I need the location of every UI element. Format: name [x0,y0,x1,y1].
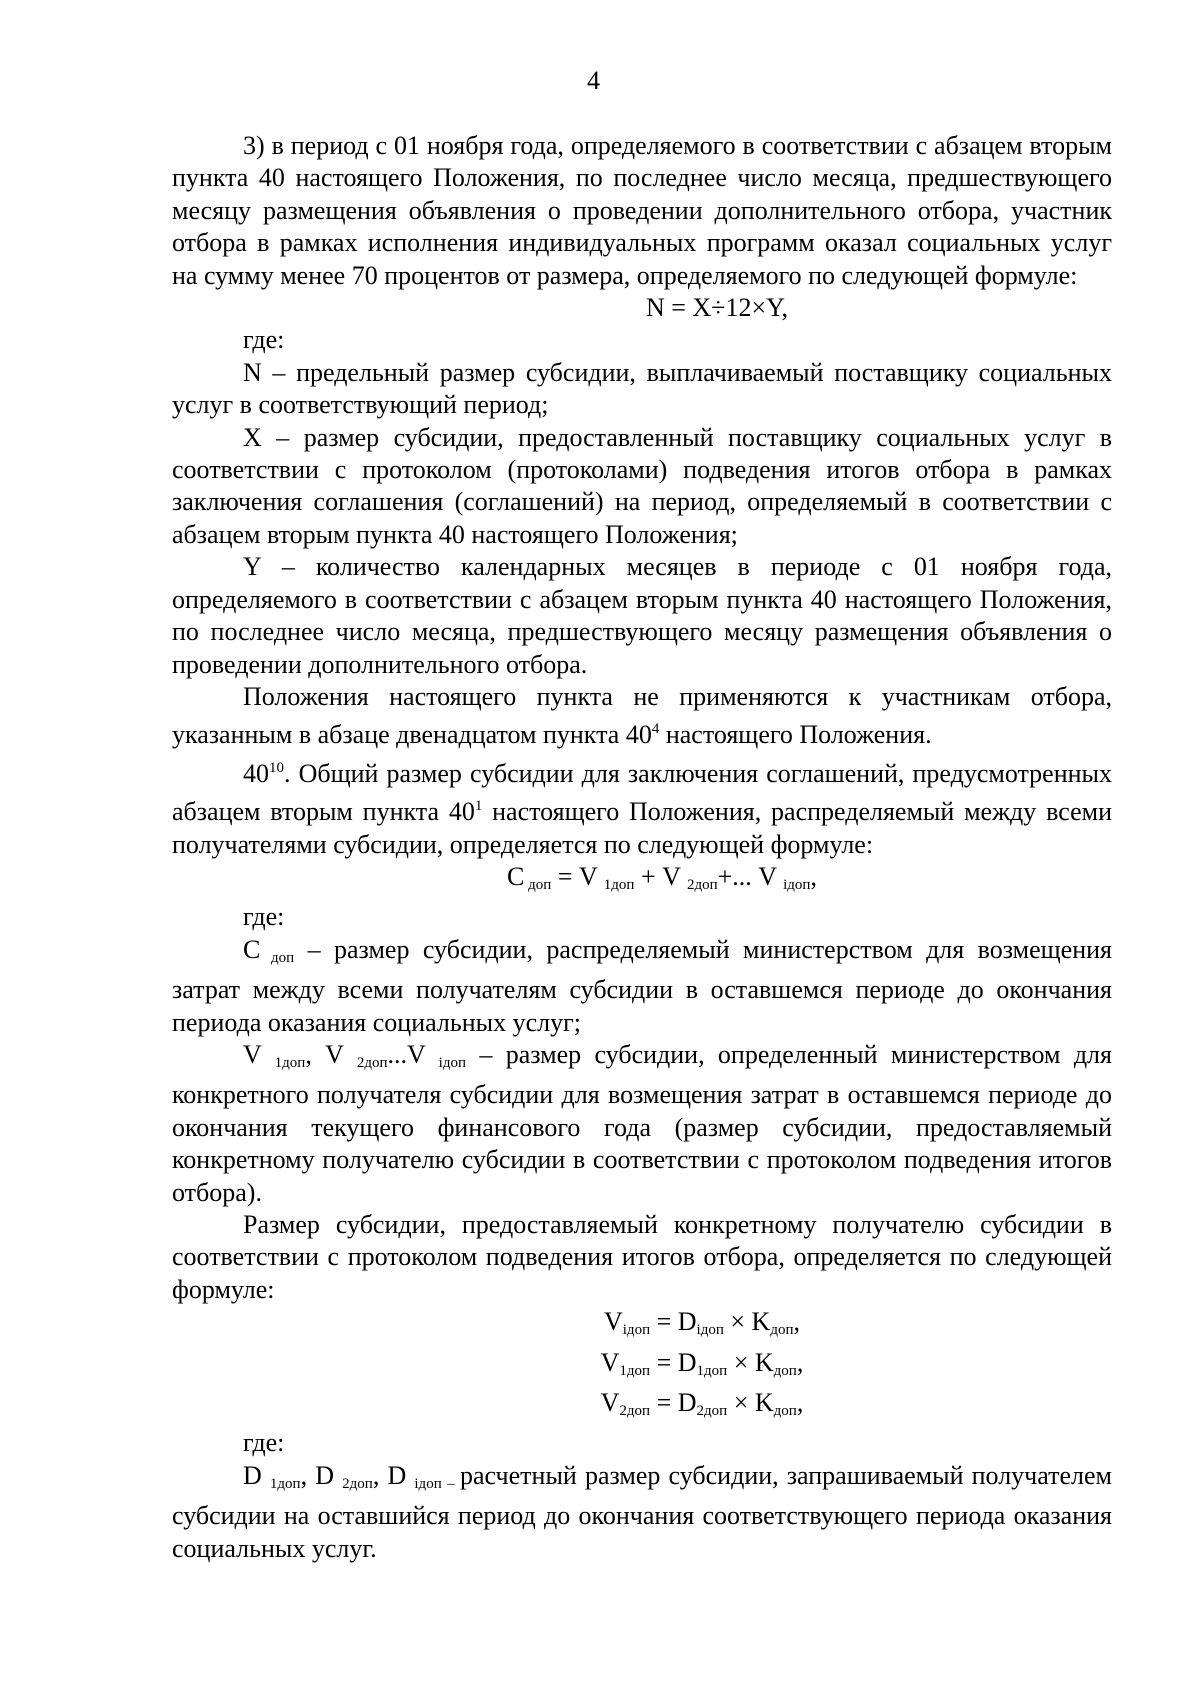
formula-symbol: + V [634,861,687,891]
formula-subscript: 1доп [619,1362,651,1379]
definition-y: Y – количество календарных месяцев в периоде с 01 ноября года, определяемого в соответствии с абзацем вторым пункта 40 настоящего Положения, по последнее число месяца, предшествующего месяцу размещения объявления о проведении дополнительного отбора. [172,552,1112,679]
superscript: 1 [474,798,483,815]
formula-subscript: 1доп [696,1362,728,1379]
definition-text: – размер субсидии, распределяемый министерством для возмещения затрат между всеми получателям субсидии в оставшемся периоде до окончания периода оказания социальных услуг; [172,934,1112,1037]
page-number: 4 [587,66,600,95]
definition-n: N – предельный размер субсидии, выплачиваемый поставщику социальных услуг в соответствующий период; [172,357,1112,420]
where-label: где: [243,902,285,932]
paragraph-item-3: 3) в период с 01 ноября года, определяемого в соответствии с абзацем вторым пункта 40 настоящего Положения, по последнее число месяца, предшествующего месяцу размещения объявления о проведении дополнительного отбора, участник отбора в рамках исполнения индивидуальных программ оказал социальных услуг на сумму менее 70 процентов от размера, определяемого по следующей формуле: [172,131,1112,290]
formula-symbol: V [600,1388,620,1418]
formula-symbol: , D [372,1460,415,1490]
formula-symbol: V [603,1307,623,1337]
definition-text: расчетный размер субсидии, запрашиваемый получателем субсидии на оставшийся период до окончания соответствующего периода оказания социальных услуг. [172,1460,1112,1563]
formula-symbol: , [796,1388,804,1418]
formula-subscript: 1доп [269,1475,301,1492]
paragraph-exceptions [172,681,1112,752]
formula-symbol: = D [650,1388,697,1418]
formula-symbol: = V [551,861,604,891]
formula-subscript: доп [260,949,295,966]
formula-symbol: , [793,1307,800,1337]
formula-subscript: доп [773,1362,797,1379]
formula-subscript: iдоп [696,1322,724,1339]
clause-text: . Общий размер субсидии для заключения соглашений, предусмотренных абзацем вторым пункта 40 [172,758,1112,827]
formula-subscript: 2доп [619,1403,651,1420]
formula-subscript: iдоп – [414,1475,460,1492]
formula-subscript: доп [524,876,552,893]
formula-subscript: iдоп [438,1054,466,1071]
formula-n: N = X÷12×Y, [645,293,789,323]
formula-c-dop [172,861,1112,901]
formula-symbol: , [796,1347,804,1377]
formula-symbol: , [810,861,817,891]
formula-symbol: , D [300,1460,343,1490]
definition-x: X – размер субсидии, предоставленный поставщику социальных услуг в соответствии с протоколом (протоколами) подведения итогов отбора в рамках заключения соглашения (соглашений) на период, определяемый в соответствии с абзацем вторым пункта 40 настоящего Положения; [172,422,1112,549]
where-label: где: [243,325,285,355]
formula-symbol: V [600,1347,620,1377]
formula-symbol: ...V [387,1039,439,1069]
formula-subscript: iдоп [783,876,811,893]
formula-symbol: V [243,1039,275,1069]
document-body [172,130,1112,1565]
formula-v-group [172,1306,1112,1427]
clause-text-end: настоящего Положения, распределяемый между всеми получателями субсидии, определяется по следующей формуле: [172,797,1112,859]
definition-text: – размер субсидии, определенный министерством для конкретного получателя субсидии для возмещения затрат в оставшемся периоде до окончания текущего финансового года (размер субсидии, предоставляемый конкретному получателю субсидии в соответствии с протоколом подведения итогов отбора). [172,1039,1112,1207]
formula-subscript: 2доп [342,1475,373,1492]
formula-symbol: = D [650,1307,697,1337]
formula-symbol: , V [305,1039,357,1069]
superscript: 4 [651,721,660,738]
formula-symbol: D [243,1460,270,1490]
formula-symbol: × K [727,1388,774,1418]
formula-subscript: 2доп [686,876,718,893]
formula-symbol: × K [723,1307,771,1337]
formula-symbol: = D [650,1347,697,1377]
clause-superscript: 10 [269,759,284,776]
formula-symbol: С [507,861,525,891]
formula-subscript: iдоп [622,1322,651,1339]
exceptions-text: Положения настоящего пункта не применяются к участникам отбора, указанным в абзаце двенадцатом пункта 40 [172,681,1112,750]
formula-subscript: 2доп [696,1403,728,1420]
exceptions-text-end: настоящего Положения. [659,720,932,750]
formula-subscript: доп [773,1403,797,1420]
formula-symbol: × K [727,1347,774,1377]
formula-v-i [172,1306,1112,1346]
paragraph-size: Размер субсидии, предоставляемый конкретному получателю субсидии в соответствии с протоколом подведения итогов отбора, определяется по следующей формуле: [172,1210,1112,1304]
formula-subscript: 2доп [356,1054,388,1071]
formula-subscript: 1доп [603,876,635,893]
paragraph-40-10 [172,752,1112,861]
where-label: где: [243,1428,285,1458]
formula-symbol: С [243,934,261,964]
definition-c-dop [172,934,1112,1039]
formula-symbol: +... V [717,861,784,891]
definition-v [172,1039,1112,1209]
formula-v-1 [172,1347,1112,1387]
formula-v-2 [172,1387,1112,1427]
definition-d [172,1460,1112,1565]
clause-number: 40 [243,758,269,788]
formula-subscript: 1доп [274,1054,306,1071]
formula-subscript: доп [770,1322,794,1339]
